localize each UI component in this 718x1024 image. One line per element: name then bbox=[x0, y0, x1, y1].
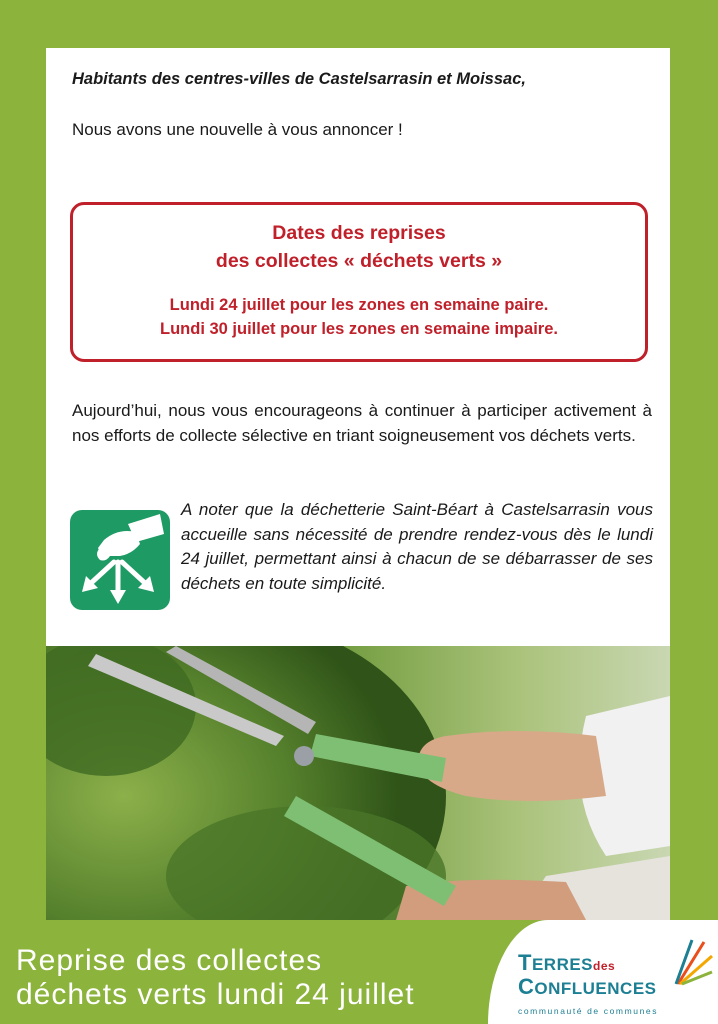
footer-title bbox=[16, 944, 486, 1012]
logo-subtitle: communauté de communes bbox=[518, 1006, 659, 1016]
logo-word-terres: TERRESdes bbox=[518, 950, 616, 975]
footer-title-line2: déchets verts lundi 24 juillet bbox=[16, 978, 415, 1011]
dates-line-2: Lundi 30 juillet pour les zones en semaine impaire. bbox=[160, 320, 558, 338]
dates-title-line2: des collectes « déchets verts » bbox=[215, 250, 503, 272]
hedge-trimming-photo bbox=[46, 646, 670, 920]
footer-title-line1: Reprise des collectes bbox=[16, 944, 323, 977]
terres-des-confluences-logo bbox=[488, 920, 718, 1024]
dates-box bbox=[70, 202, 648, 362]
intro-heading: Habitants des centres-villes de Castelsarrasin et Moissac, bbox=[72, 70, 526, 88]
dates-line-1: Lundi 24 juillet pour les zones en semaine paire. bbox=[169, 296, 549, 314]
intro-line: Nous avons une nouvelle à vous annoncer ! bbox=[72, 120, 403, 139]
logo-word-confluences: CONFLUENCES bbox=[518, 974, 657, 999]
body-paragraph: Aujourd’hui, nous vous encourageons à continuer à participer activement à nos efforts de collecte sélective en triant soigneusement vos déchets verts. bbox=[72, 401, 652, 445]
content-card bbox=[46, 48, 670, 646]
note-text: A noter que la déchetterie Saint-Béart à Castelsarrasin vous accueille sans nécessité de prendre rendez-vous dès le lundi 24 juillet, permettant ainsi à chacun de se débarrasser de ses déchets en toute simplicité. bbox=[181, 500, 653, 593]
dates-title-line1: Dates des reprises bbox=[272, 222, 446, 244]
logo-rays-icon bbox=[674, 938, 714, 988]
dates-lines bbox=[73, 293, 645, 341]
dates-title bbox=[73, 219, 645, 275]
waste-sorting-hand-icon bbox=[70, 510, 170, 610]
